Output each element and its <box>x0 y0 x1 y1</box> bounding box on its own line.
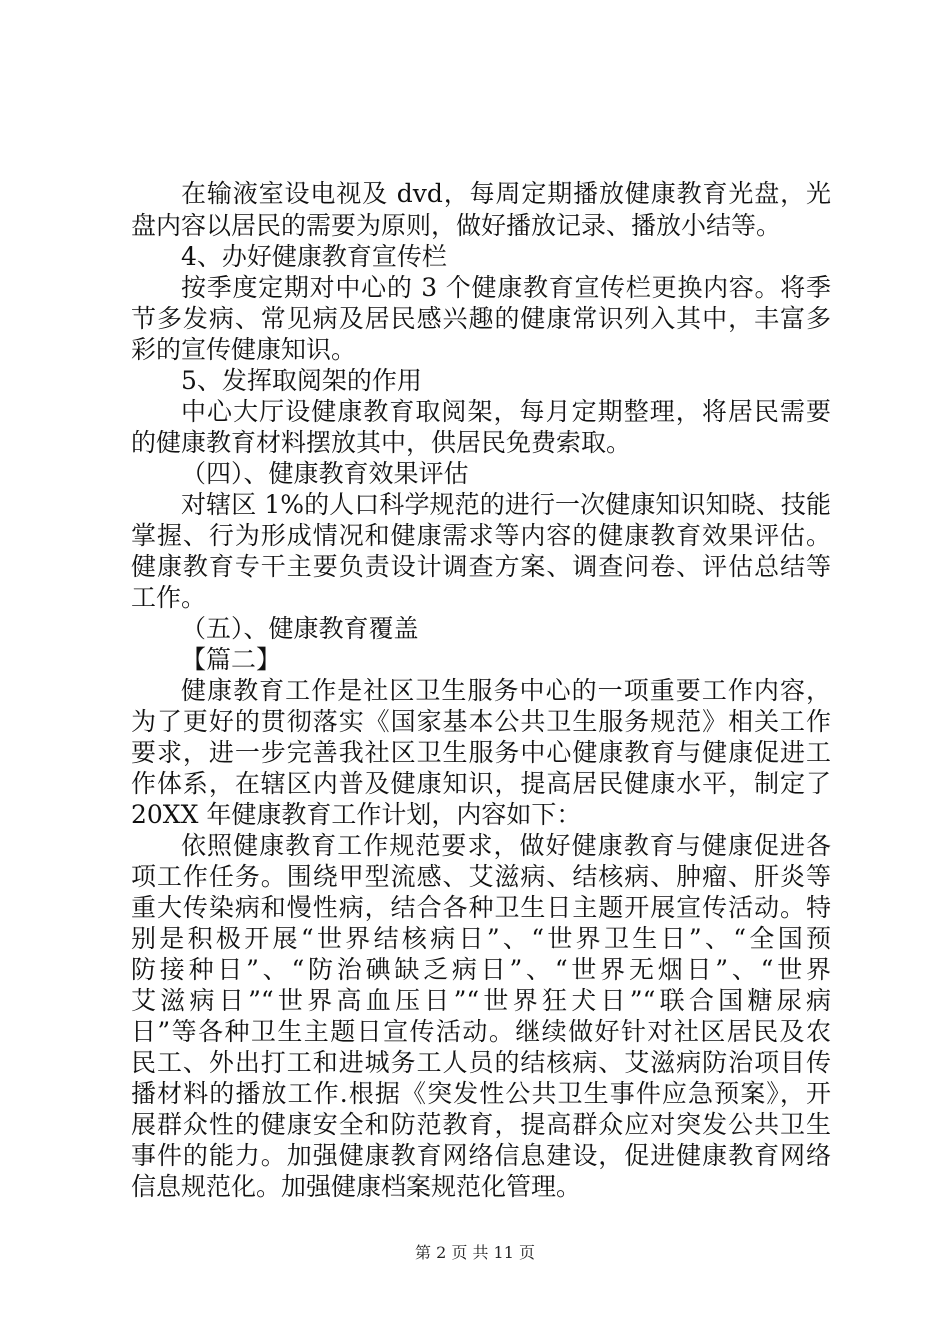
section-heading: （五）、健康教育覆盖 <box>181 614 419 643</box>
section-heading: 5、发挥取阅架的作用 <box>181 366 422 395</box>
paragraph-line: 健康教育工作是社区卫生服务中心的一项重要工作内容， <box>181 676 831 705</box>
paragraph-line: 工作。 <box>131 583 207 612</box>
section-heading: 4、办好健康教育宣传栏 <box>181 242 447 271</box>
paragraph-line: 中心大厅设健康教育取阅架，每月定期整理，将居民需要 <box>181 397 831 426</box>
paragraph-line: 要求，进一步完善我社区卫生服务中心健康教育与健康促进工 <box>131 738 831 767</box>
paragraph-line: 信息规范化。加强健康档案规范化管理。 <box>131 1172 582 1201</box>
paragraph-line: 展群众性的健康安全和防范教育，提高群众应对突发公共卫生 <box>131 1110 831 1139</box>
paragraph-line: 防接种日”、“防治碘缺乏病日”、“世界无烟日”、“世界 <box>131 955 831 984</box>
paragraph-line: 项工作任务。围绕甲型流感、艾滋病、结核病、肿瘤、肝炎等 <box>131 862 831 891</box>
paragraph-line: 日”等各种卫生主题日宣传活动。继续做好针对社区居民及农 <box>131 1017 831 1046</box>
paragraph-line: 为了更好的贯彻落实《国家基本公共卫生服务规范》相关工作 <box>131 707 831 736</box>
paragraph-line: 20XX 年健康教育工作计划，内容如下： <box>131 800 582 829</box>
page-number-footer: 第 2 页 共 11 页 <box>415 1243 535 1262</box>
paragraph-line: 掌握、行为形成情况和健康需求等内容的健康教育效果评估。 <box>131 521 831 550</box>
part-heading: 【篇二】 <box>181 645 282 674</box>
paragraph-line: 别是积极开展“世界结核病日”、“世界卫生日”、“全国预 <box>131 924 831 953</box>
paragraph-line: 盘内容以居民的需要为原则，做好播放记录、播放小结等。 <box>131 211 782 240</box>
paragraph-line: 彩的宣传健康知识。 <box>131 335 357 364</box>
paragraph-line: 艾滋病日”“世界高血压日”“世界狂犬日”“联合国糖尿病 <box>131 986 831 1015</box>
paragraph-line: 的健康教育材料摆放其中，供居民免费索取。 <box>131 428 632 457</box>
paragraph-line: 播材料的播放工作.根据《突发性公共卫生事件应急预案》，开 <box>131 1079 831 1108</box>
section-heading: （四）、健康教育效果评估 <box>181 459 469 488</box>
paragraph-line: 作体系，在辖区内普及健康知识，提高居民健康水平，制定了 <box>131 769 831 798</box>
paragraph-line: 按季度定期对中心的 3 个健康教育宣传栏更换内容。将季 <box>181 273 831 302</box>
paragraph-line: 健康教育专干主要负责设计调查方案、调查问卷、评估总结等 <box>131 552 831 581</box>
paragraph-line: 重大传染病和慢性病，结合各种卫生日主题开展宣传活动。特 <box>131 893 831 922</box>
paragraph-line: 事件的能力。加强健康教育网络信息建设，促进健康教育网络 <box>131 1141 831 1170</box>
paragraph-line: 对辖区 1%的人口科学规范的进行一次健康知识知晓、技能 <box>181 490 831 519</box>
paragraph-line: 依照健康教育工作规范要求，做好健康教育与健康促进各 <box>181 831 831 860</box>
paragraph-line: 在输液室设电视及 dvd，每周定期播放健康教育光盘，光 <box>181 179 831 208</box>
paragraph-line: 节多发病、常见病及居民感兴趣的健康常识列入其中，丰富多 <box>131 304 831 333</box>
paragraph-line: 民工、外出打工和进城务工人员的结核病、艾滋病防治项目传 <box>131 1048 831 1077</box>
